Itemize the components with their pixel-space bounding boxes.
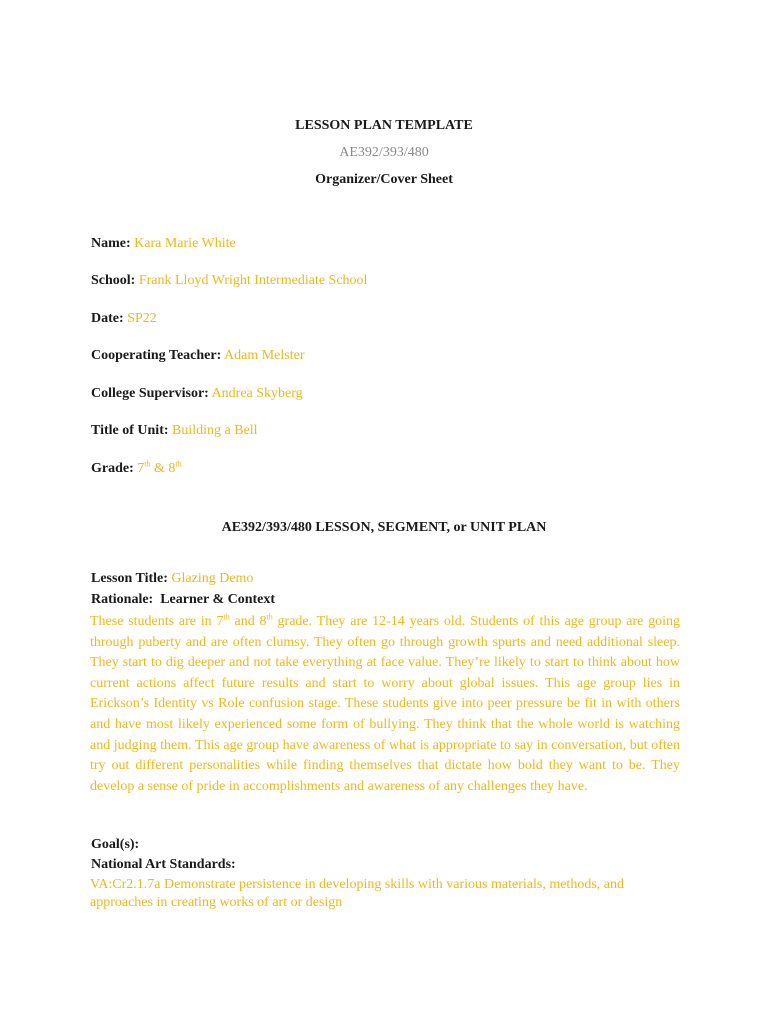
college-supervisor-value: Andrea Skyberg <box>211 386 303 401</box>
college-supervisor-field <box>91 386 303 402</box>
name-field <box>91 236 236 252</box>
standard-item: VA:Cr2.1.7a Demonstrate persistence in developing skills with various materials, methods, and approaches in creating works of art or design <box>90 877 624 910</box>
school-field <box>91 273 367 289</box>
lesson-title-value: Glazing Demo <box>171 571 254 586</box>
date-field <box>91 311 157 327</box>
school-label: School: <box>91 273 136 288</box>
name-value: Kara Marie White <box>134 236 236 251</box>
grade-label: Grade: <box>91 461 134 476</box>
date-value: SP22 <box>127 311 157 326</box>
date-label: Date: <box>91 311 124 326</box>
school-value: Frank Lloyd Wright Intermediate School <box>138 273 368 288</box>
doc-title: LESSON PLAN TEMPLATE <box>295 118 473 133</box>
unit-title-field <box>91 423 258 439</box>
college-supervisor-label: College Supervisor: <box>91 386 209 401</box>
standards-label: National Art Standards: <box>91 857 236 872</box>
cooperating-teacher-value: Adam Melster <box>224 348 305 363</box>
grade-field <box>91 461 182 477</box>
lesson-title-field <box>91 571 253 587</box>
cooperating-teacher-label: Cooperating Teacher: <box>91 348 222 363</box>
goals-label: Goal(s): <box>91 837 140 852</box>
course-code: AE392/393/480 <box>339 145 429 160</box>
rationale-paragraph: These students are in 7th and 8th grade. They are 12-14 years old. Students of this age group are going through puberty and are often clumsy. They often go through growth spurts and need additional sleep. They start to dig deeper and not take everything at face value. They’re likely to start to think about how current actions affect future results and start to worry about global issues. This age group lies in Erickson’s Identity vs Role confusion stage. These students give into peer pressure be fit in with others and have most likely experienced some form of bullying. They think that the whole world is watching and judging them. This age group have awareness of what is appropriate to say in conversation, but often try out different personalities while finding themselves that dictate how bold they want to be. They develop a sense of pride in accomplishments and awareness of any challenges they have. <box>90 612 681 794</box>
unit-title-label: Title of Unit: <box>91 423 169 438</box>
grade-value: 7th & 8th <box>137 459 182 476</box>
unit-title-value: Building a Bell <box>172 423 258 438</box>
rationale-label: Rationale: Learner & Context <box>91 592 276 607</box>
section-heading: AE392/393/480 LESSON, SEGMENT, or UNIT PLAN <box>221 520 547 535</box>
cooperating-teacher-field <box>91 348 304 364</box>
name-label: Name: <box>91 236 131 251</box>
doc-subtitle: Organizer/Cover Sheet <box>315 172 453 187</box>
lesson-title-label: Lesson Title: <box>91 571 168 586</box>
